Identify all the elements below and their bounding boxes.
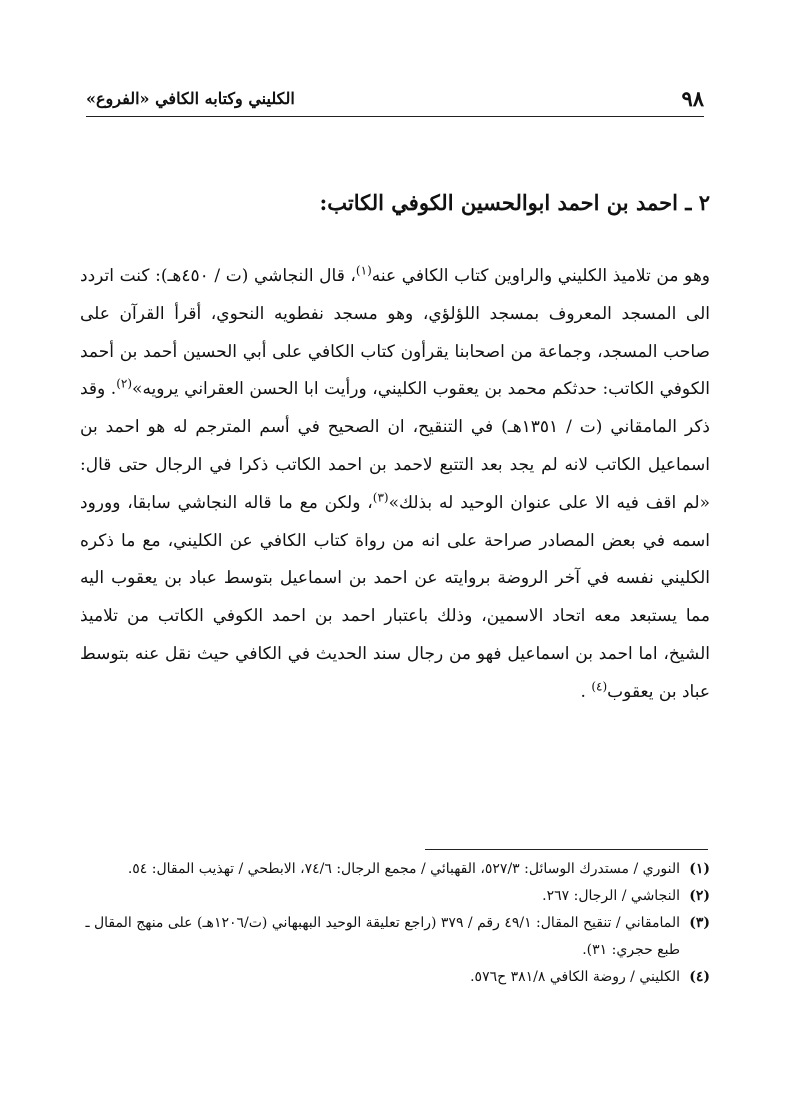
body-text-segment: . وقد ذكر المامقاني (ت / ١٣٥١هـ) في التنقيح، ان الصحيح في أسم المترجم له هو احمد بن اسماعيل الكاتب لانه لم يجد بعد التتبع لاحمد بن احمد الكاتب ذكرا في الرجال حتى قال: «لم اقف فيه الا على عنوان الوحيد له بذلك» — [80, 379, 710, 513]
footnote-number: (٤) — [689, 969, 710, 985]
footnote-text: المامقاني / تنقيح المقال: ٤٩/١ رقم / ٣٧٩ (راجع تعليقة الوحيد البهبهاني (ت/١٢٠٦هـ) على منهج المقال ـ طبع حجري: ٣١). — [85, 915, 680, 958]
body-text-segment: وهو من تلاميذ الكليني والراوين كتاب الكافي عنه — [371, 266, 710, 286]
section-heading: ٢ ـ احمد بن احمد ابوالحسين الكوفي الكاتب: — [319, 190, 710, 215]
footnote-number: (٣) — [689, 915, 710, 931]
body-text-segment: ، ولكن مع ما قاله النجاشي سابقا، وورود اسمه في بعض المصادر صراحة على انه من رواة كتاب الكافي عن الكليني، مع ما ذكره الكليني نفسه في آخر الروضة بروايته عن احمد بن اسماعيل بتوسط عباد بن يعقوب اليه مما يستبعد معه اتحاد الاسمين، وذلك باعتبار احمد بن احمد الكوفي الكاتب من تلاميذ الشيخ، اما احمد بن اسماعيل فهو من رجال سند الحديث في الكافي حيث نقل عنه بتوسط عباد بن يعقوب — [80, 492, 710, 702]
footnotes — [80, 856, 710, 991]
footnote-number: (١) — [689, 861, 710, 877]
footnote-ref: (٢) — [116, 376, 133, 391]
footnote — [80, 910, 710, 964]
footnote-number: (٢) — [689, 888, 710, 904]
body-paragraph — [80, 258, 710, 712]
footnote — [80, 883, 710, 910]
footnote-ref: (١) — [355, 263, 372, 278]
footnote-ref: (٣) — [372, 490, 389, 505]
footnote-text: النوري / مستدرك الوسائل: ٥٢٧/٣، القهبائي / مجمع الرجال: ٧٤/٦، الابطحي / تهذيب المقال: ٥٤. — [127, 861, 680, 877]
footnote-ref: (٤) — [591, 679, 608, 694]
page-number: ٩٨ — [681, 85, 704, 111]
body-text-segment: . — [580, 681, 592, 702]
body-text-segment: ، قال النجاشي (ت / ٤٥٠هـ): كنت اتردد الى المسجد المعروف بمسجد اللؤلؤي، وهو مسجد نفطويه النحوي، أقرأ القرآن على صاحب المسجد، وجماعة من اصحابنا يقرأون كتاب الكافي على أبي الحسين أحمد بن أحمد الكوفي الكاتب: حدثكم محمد بن يعقوب الكليني، ورأيت ابا الحسن العقراني يرويه» — [80, 266, 710, 400]
footnote — [80, 964, 710, 991]
footnote-separator — [425, 849, 708, 850]
footnote-text: الكليني / روضة الكافي ٣٨١/٨ ح٥٧٦. — [470, 969, 680, 985]
footnote-text: النجاشي / الرجال: ٢٦٧. — [542, 888, 680, 904]
running-title: الكليني وكتابه الكافي «الفروع» — [86, 88, 295, 108]
footnote — [80, 856, 710, 883]
page-header — [86, 80, 704, 117]
